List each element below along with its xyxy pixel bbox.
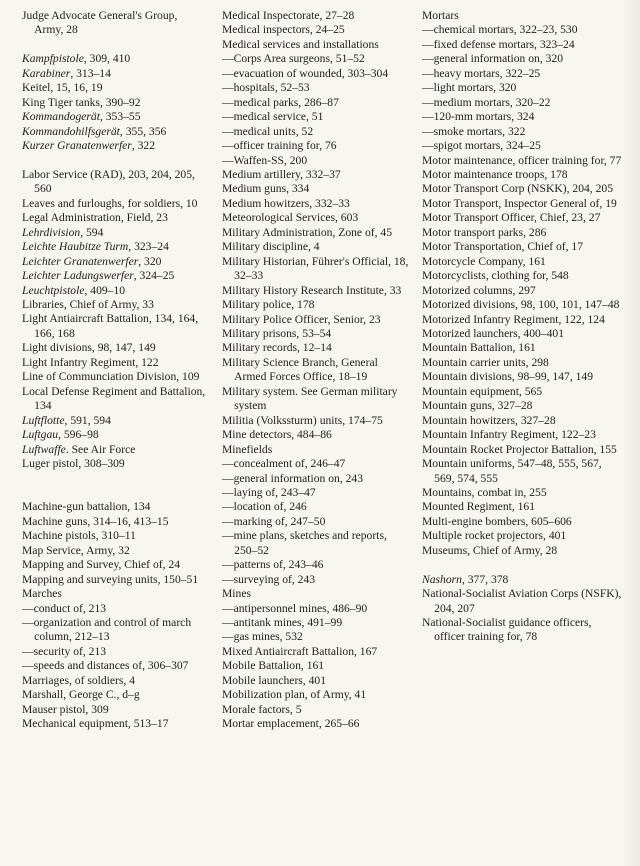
index-entry: Medium artillery, 332–37 (222, 167, 341, 181)
index-entry: Mountain guns, 327–28 (422, 399, 533, 413)
index-entry: —general information on, 243 (222, 471, 364, 485)
index-entry: Kampfpistole, 309, 410 (22, 52, 131, 66)
index-entry: —Waffen-SS, 200 (222, 153, 308, 167)
index-entry: Machine-gun battalion, 134 (22, 500, 151, 514)
index-entry: —security of, 213 (22, 644, 107, 658)
index-entry: Medical Inspectorate, 27–28 (222, 9, 355, 22)
index-entry: Medium guns, 334 (222, 182, 310, 196)
index-entry: Medical inspectors, 24–25 (222, 23, 345, 37)
index-entry: Mapping and surveying units, 150–51 (22, 572, 199, 586)
index-entry: Mountain carrier units, 298 (422, 355, 549, 369)
index-column-middle (222, 9, 412, 732)
index-entry: Museums, Chief of Army, 28 (422, 543, 558, 557)
index-entry: Mine detectors, 484–86 (222, 428, 332, 442)
index-entry: —organization and control of march column, 212–13 (22, 615, 192, 644)
index-entry: Minefields (222, 442, 273, 456)
index-entry: Meteorological Services, 603 (222, 211, 359, 225)
index-entry: Military discipline, 4 (222, 240, 320, 254)
index-entry: Leichte Haubitze Turm, 323–24 (22, 240, 169, 254)
index-entry: Luftgau, 596–98 (22, 428, 99, 442)
index-entry: National-Socialist guidance officers, officer training for, 78 (422, 616, 592, 644)
index-entry: Military system. See German military system (222, 384, 398, 413)
index-entry: Mountain divisions, 98–99, 147, 149 (422, 370, 594, 384)
index-entry: —marking of, 247–50 (222, 514, 326, 528)
index-entry: Military History Research Institute, 33 (222, 283, 402, 297)
index-entry: Machine pistols, 310–11 (22, 529, 136, 543)
index-entry: Map Service, Army, 32 (22, 543, 130, 557)
index-entry: —120-mm mortars, 324 (422, 110, 535, 124)
index-entry: Machine guns, 314–16, 413–15 (22, 514, 169, 528)
index-entry: Legal Administration, Field, 23 (22, 211, 168, 225)
index-entry: Mountain Battalion, 161 (422, 341, 536, 355)
index-entry: Keitel, 15, 16, 19 (22, 81, 103, 95)
index-entry: —antipersonnel mines, 486–90 (222, 601, 368, 615)
index-entry: Multiple rocket projectors, 401 (422, 529, 567, 543)
index-entry: Leuchtpistole, 409–10 (22, 283, 126, 297)
index-entry: Libraries, Chief of Army, 33 (22, 298, 154, 312)
index-entry: Mobile Battalion, 161 (222, 659, 325, 673)
index-entry: Motor Transport Officer, Chief, 23, 27 (422, 211, 601, 225)
index-entry: Light Infantry Regiment, 122 (22, 355, 159, 369)
index-entry: Motorized launchers, 400–401 (422, 326, 564, 340)
index-entry: Motor Transport, Inspector General of, 19 (422, 196, 617, 210)
index-entry: —conduct of, 213 (22, 601, 107, 615)
index-entry: —heavy mortars, 322–25 (422, 66, 541, 80)
index-entry: Nashorn, 377, 378 (422, 572, 509, 586)
index-entry: Military Administration, Zone of, 45 (222, 225, 393, 239)
index-entry: Mechanical equipment, 513–17 (22, 717, 169, 731)
index-entry: Local Defense Regiment and Battalion, 134 (22, 384, 206, 413)
index-entry: —officer training for, 76 (222, 139, 337, 153)
index-entry: —medical parks, 286–87 (222, 95, 339, 109)
entry-spacer (422, 558, 622, 572)
index-entry: Military Historian, Führer's Official, 18, 32–33 (222, 254, 409, 283)
index-entry: —hospitals, 52–53 (222, 81, 310, 95)
index-entry: Mobilization plan, of Army, 41 (222, 688, 367, 702)
index-entry: Motor maintenance, officer training for, 77 (422, 153, 622, 167)
index-entry: Motor transport parks, 286 (422, 225, 547, 239)
index-entry: Motorcyclists, clothing for, 548 (422, 269, 569, 283)
index-entry: —speeds and distances of, 306–307 (22, 659, 189, 673)
index-entry: Medical services and installations (222, 37, 379, 51)
index-entry: —evacuation of wounded, 303–304 (222, 66, 389, 80)
index-entry: —light mortars, 320 (422, 81, 517, 95)
index-entry: Motorized columns, 297 (422, 283, 536, 297)
index-entry: Mountains, combat in, 255 (422, 485, 547, 499)
index-entry: Military Police Officer, Senior, 23 (222, 312, 381, 326)
index-entry: Light Antiaircraft Battalion, 134, 164, 166, 168 (22, 312, 199, 340)
index-entry: Militia (Volkssturm) units, 174–75 (222, 413, 383, 427)
index-entry: —spigot mortars, 324–25 (422, 139, 541, 153)
index-entry: Motorized Infantry Regiment, 122, 124 (422, 312, 605, 326)
index-entry: Mountain uniforms, 547–48, 555, 567, 569, 574, 555 (422, 457, 602, 485)
index-entry: —chemical mortars, 322–23, 530 (422, 23, 578, 37)
index-entry: —medical service, 51 (222, 110, 324, 124)
index-entry: Mounted Regiment, 161 (422, 500, 536, 514)
index-entry: —general information on, 320 (422, 52, 564, 66)
index-entry: Leichter Granatenwerfer, 320 (22, 254, 162, 268)
index-entry: —location of, 246 (222, 500, 307, 514)
index-entry: —antitank mines, 491–99 (222, 616, 343, 630)
index-entry: Mauser pistol, 309 (22, 702, 109, 716)
index-entry: Motorcycle Company, 161 (422, 254, 546, 268)
index-entry: Military prisons, 53–54 (222, 326, 332, 340)
index-entry: —fixed defense mortars, 323–24 (422, 37, 575, 51)
index-entry: Morale factors, 5 (222, 702, 302, 716)
page-edge-shadow (622, 0, 640, 866)
index-entry: Leaves and furloughs, for soldiers, 10 (22, 196, 198, 210)
entry-spacer (22, 471, 206, 485)
index-entry: National-Socialist Aviation Corps (NSFK), 204, 207 (422, 587, 622, 615)
index-entry: Mountain Infantry Regiment, 122–23 (422, 428, 596, 442)
index-entry: Karabiner, 313–14 (22, 66, 111, 80)
index-entry: —gas mines, 532 (222, 630, 303, 644)
index-entry: —patterns of, 243–46 (222, 558, 324, 572)
index-entry: Medium howitzers, 332–33 (222, 196, 350, 210)
index-entry: Multi-engine bombers, 605–606 (422, 514, 572, 528)
index-entry: Mountain equipment, 565 (422, 384, 543, 398)
index-entry: Military police, 178 (222, 298, 315, 312)
index-entry: Mountain Rocket Projector Battalion, 155 (422, 442, 617, 456)
index-entry: Marriages, of soldiers, 4 (22, 673, 136, 687)
index-entry: —smoke mortars, 322 (422, 124, 526, 138)
index-entry: —medical units, 52 (222, 124, 314, 138)
index-entry: Mobile launchers, 401 (222, 673, 326, 687)
index-entry: Kurzer Granatenwerfer, 322 (22, 139, 156, 153)
index-entry: Motorized divisions, 98, 100, 101, 147–48 (422, 298, 620, 312)
index-entry: Military records, 12–14 (222, 341, 332, 355)
index-entry: Marches (22, 587, 62, 601)
index-entry: Judge Advocate General's Group, Army, 28 (22, 9, 178, 37)
index-entry: —concealment of, 246–47 (222, 457, 346, 471)
index-entry: Lehrdivision, 594 (22, 225, 104, 239)
index-entry: Mortar emplacement, 265–66 (222, 717, 360, 731)
entry-spacer (22, 486, 206, 500)
index-entry: Luftflotte, 591, 594 (22, 413, 111, 427)
index-entry: Marshall, George C., d–g (22, 688, 140, 702)
index-entry: Kommandohilfsgerät, 355, 356 (22, 124, 167, 138)
index-column-right (422, 9, 622, 645)
index-entry: Motor maintenance troops, 178 (422, 167, 568, 181)
index-entry: —surveying of, 243 (222, 572, 316, 586)
index-entry: Mortars (422, 9, 459, 22)
index-column-left (22, 9, 206, 732)
index-entry: Mountain howitzers, 327–28 (422, 413, 556, 427)
index-entry: Line of Communciation Division, 109 (22, 370, 200, 384)
index-entry: King Tiger tanks, 390–92 (22, 95, 141, 109)
index-entry: Motor Transportation, Chief of, 17 (422, 240, 584, 254)
index-entry: Kommandogerät, 353–55 (22, 110, 141, 124)
index-entry: Mapping and Survey, Chief of, 24 (22, 558, 180, 572)
index-entry: Light divisions, 98, 147, 149 (22, 341, 156, 355)
entry-spacer (22, 38, 206, 52)
index-entry: Labor Service (RAD), 203, 204, 205, 560 (22, 167, 195, 196)
index-entry: —Corps Area surgeons, 51–52 (222, 52, 365, 66)
index-entry: —mine plans, sketches and reports, 250–52 (222, 529, 387, 557)
index-entry: Motor Transport Corp (NSKK), 204, 205 (422, 182, 613, 196)
entry-spacer (22, 154, 206, 168)
index-entry: Mines (222, 587, 251, 601)
index-entry: Mixed Antiaircraft Battalion, 167 (222, 644, 378, 658)
index-entry: Luger pistol, 308–309 (22, 457, 125, 471)
index-entry: Leichter Ladungswerfer, 324–25 (22, 269, 175, 283)
index-entry: —laying of, 243–47 (222, 485, 316, 499)
index-entry: Luftwaffe. See Air Force (22, 442, 136, 456)
index-entry: —medium mortars, 320–22 (422, 95, 551, 109)
index-entry: Military Science Branch, General Armed Forces Office, 18–19 (222, 355, 378, 384)
